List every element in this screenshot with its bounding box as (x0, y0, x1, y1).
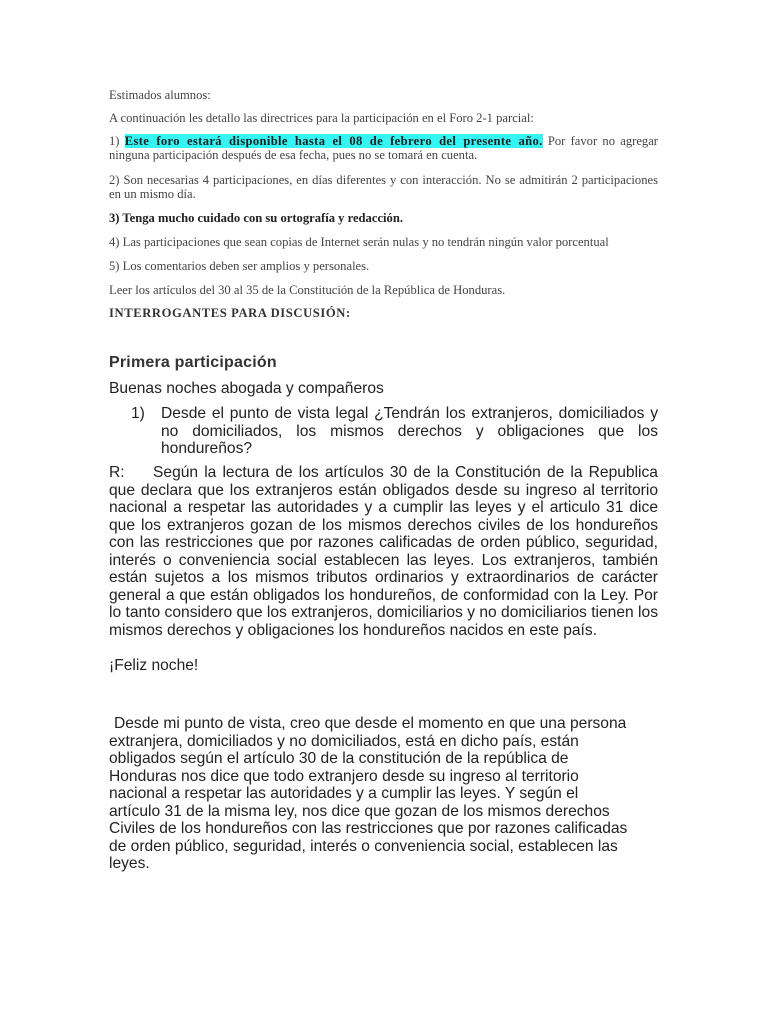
question-1 (131, 405, 658, 458)
intro-text: A continuación les detallo las directrices para la participación en el Foro 2-1 parcial: (109, 111, 534, 125)
rule-4: 4) Las participaciones que sean copias de Internet serán nulas y no tendrán ningún valor porcentual (109, 235, 609, 249)
rule-1-rest: Por favor no agregar ninguna participación después de esa fecha, pues no se tomará en cuenta. (109, 134, 658, 162)
answer-label: R: (109, 464, 125, 481)
answer (109, 464, 658, 639)
question-1-text: Desde el punto de vista legal ¿Tendrán los extranjeros, domiciliados y no domiciliados, los mismos derechos y obligaciones que los hondureños? (161, 405, 658, 457)
rule-5: 5) Los comentarios deben ser amplios y personales. (109, 259, 370, 273)
rule-3: 3) Tenga mucho cuidado con su ortografía y redacción. (109, 211, 403, 225)
questions-heading: INTERROGANTES PARA DISCUSIÓN: (109, 306, 351, 320)
rule-1-highlight: Este foro estará disponible hasta el 08 de febrero del presente año. (124, 134, 543, 148)
closing-text: ¡Feliz noche! (109, 657, 199, 674)
rule-1 (109, 134, 658, 162)
question-1-number: 1) (131, 405, 145, 422)
rule-2: 2) Son necesarias 4 participaciones, en días diferentes y con interacción. No se admitirán 2 participaciones en un mismo día. (109, 173, 658, 201)
second-participation-text: Desde mi punto de vista, creo que desde el momento en que una persona extranjera, domiciliados y no domiciliados, está en dicho país, están obligados según el artículo 30 de la constitución de la república de Honduras nos dice que todo extranjero desde su ingreso al territorio nacional a respetar las autoridades y a cumplir las leyes. Y según el artículo 31 de la misma ley, nos dice que gozan de los mismos derechos Civiles de los hondureños con las restricciones que por razones calificadas de orden público, seguridad, interés o conveniencia social, establecen las leyes. (109, 715, 628, 872)
rule-1-number: 1) (109, 134, 120, 148)
first-participation-heading: Primera participación (109, 354, 277, 371)
answer-text: Según la lectura de los artículos 30 de la Constitución de la Republica que declara que los extranjeros están obligados desde su ingreso al territorio nacional a respetar las autoridades y a cumplir las leyes y el articulo 31 dice que los extranjeros gozan de los mismos derechos civiles de los hondureños con las restricciones que por razones calificadas de orden público, seguridad, interés o conveniencia social establecen las leyes. Los extranjeros, también están sujetos a los mismos tributos ordinarios y extraordinarios de carácter general a que están obligados los hondureños, de conformidad con la Ley. Por lo tanto considero que los extranjeros, domiciliarios y no domiciliarios tienen los mismos derechos y obligaciones los hondureños nacidos en este país. (109, 464, 658, 639)
greeting-text: Estimados alumnos: (109, 88, 211, 102)
reading-assignment: Leer los artículos del 30 al 35 de la Constitución de la República de Honduras. (109, 283, 506, 297)
salutation: Buenas noches abogada y compañeros (109, 380, 384, 397)
